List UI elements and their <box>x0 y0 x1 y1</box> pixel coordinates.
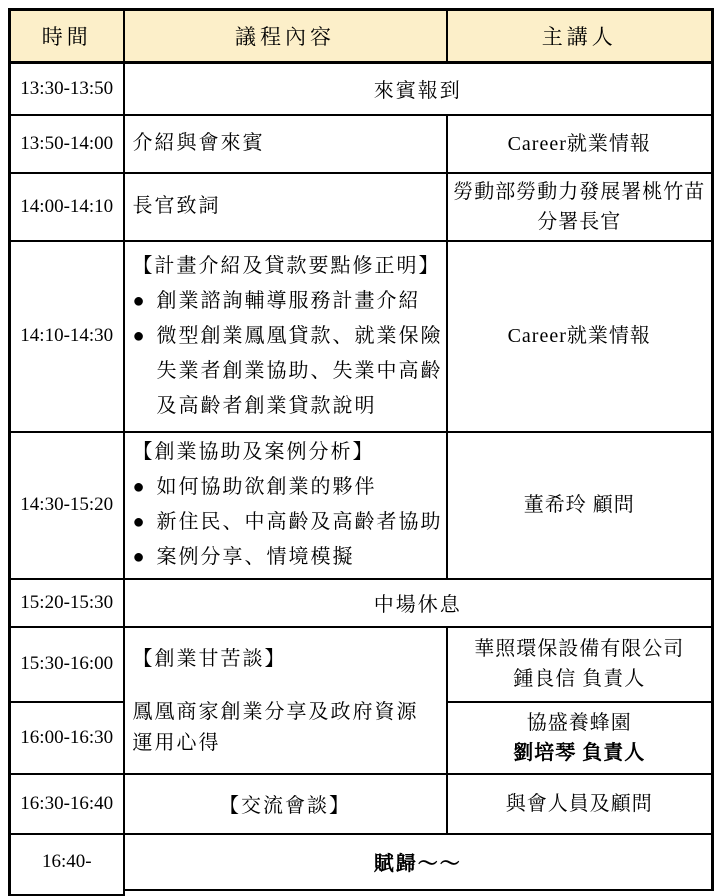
speaker-cell <box>447 774 713 834</box>
speaker-line: 分署長官 <box>537 210 622 233</box>
content-line: 【計畫介紹及貸款要點修正明】 <box>132 254 441 277</box>
speaker-line: 勞動部勞動力發展署桃竹苗 <box>453 180 706 203</box>
table-row <box>10 774 713 834</box>
time-cell: 16:30-16:40 <box>10 774 124 834</box>
merged-content-cell: 賦歸～～ <box>124 834 713 890</box>
table-row <box>10 834 713 890</box>
content-line: 【創業協助及案例分析】 <box>132 441 375 463</box>
header-content: 議程內容 <box>124 10 447 63</box>
agenda-content-cell <box>124 432 447 579</box>
content-text: 新住民、中高齡及高齡者協助 <box>156 511 443 533</box>
content-text: 案例分享、情境模擬 <box>156 546 355 568</box>
speaker-cell <box>447 173 713 241</box>
speaker-line: 鍾良信 負責人 <box>513 668 646 690</box>
header-time: 時間 <box>10 10 124 63</box>
time-cell: 16:00-16:30 <box>10 702 124 774</box>
table-row <box>10 173 713 241</box>
speaker-line: 協盛養蜂園 <box>526 711 632 734</box>
cutoff-open-area <box>124 890 713 895</box>
table-row <box>10 432 713 579</box>
content-line <box>133 319 442 354</box>
table-row <box>10 115 713 173</box>
table-row <box>10 63 713 115</box>
agenda-document <box>0 8 718 896</box>
time-cell: 13:50-14:00 <box>10 115 124 173</box>
speaker-line: 劉培琴 負責人 <box>513 741 646 764</box>
line-gap <box>133 677 442 697</box>
speaker-line: Career就業情報 <box>507 132 651 155</box>
time-cell: 15:20-15:30 <box>10 579 124 627</box>
time-cell: 14:10-14:30 <box>10 241 124 432</box>
agenda-content-cell-merged <box>124 627 447 774</box>
content-line: 長官致詞 <box>132 195 221 217</box>
speaker-line: Career就業情報 <box>507 325 651 347</box>
content-line: 介紹與會來賓 <box>132 132 265 154</box>
speaker-cell <box>447 432 713 579</box>
bullet-icon: ● <box>132 324 145 347</box>
content-line <box>133 284 442 319</box>
speaker-line: 與會人員及顧問 <box>505 792 653 815</box>
speaker-line: 華照環保設備有限公司 <box>474 638 685 660</box>
agenda-content-cell <box>124 173 447 241</box>
speaker-cell <box>447 702 713 774</box>
merged-content-cell: 中場休息 <box>124 579 713 627</box>
content-text: 如何協助欲創業的夥伴 <box>156 476 377 498</box>
content-line: 鳳凰商家創業分享及政府資源 <box>132 700 419 723</box>
bullet-icon: ● <box>132 289 145 312</box>
cutoff-row <box>10 890 713 895</box>
speaker-cell <box>447 241 713 432</box>
content-line: 運用心得 <box>132 731 221 754</box>
agenda-content-cell <box>124 241 447 432</box>
content-line <box>133 540 442 575</box>
content-line <box>133 505 442 540</box>
content-text: 微型創業鳳凰貸款、就業保險 <box>156 324 443 347</box>
agenda-content-cell: 【交流會談】 <box>124 774 447 834</box>
bullet-icon: ● <box>132 511 145 533</box>
time-cell: 16:40- <box>10 834 124 890</box>
schedule-table <box>8 8 714 896</box>
time-cell: 14:00-14:10 <box>10 173 124 241</box>
time-cell: 15:30-16:00 <box>10 627 124 702</box>
speaker-cell <box>447 115 713 173</box>
table-header-row <box>10 10 713 63</box>
speaker-cell <box>447 627 713 702</box>
table-row <box>10 241 713 432</box>
agenda-content-cell <box>124 115 447 173</box>
table-row <box>10 627 713 702</box>
content-line: 及高齡者創業貸款說明 <box>156 394 377 417</box>
content-text: 創業諮詢輔導服務計畫介紹 <box>156 289 421 312</box>
content-line: 失業者創業協助、失業中高齡 <box>156 359 443 382</box>
table-row <box>10 579 713 627</box>
cutoff-cell <box>10 890 124 895</box>
speaker-line: 董希玲 顧問 <box>523 494 635 516</box>
merged-content-cell: 來賓報到 <box>124 63 713 115</box>
bullet-icon: ● <box>132 546 145 568</box>
time-cell: 13:30-13:50 <box>10 63 124 115</box>
bullet-icon: ● <box>132 476 145 498</box>
content-line: 【創業甘苦談】 <box>132 647 287 670</box>
content-line <box>133 470 442 505</box>
time-cell: 14:30-15:20 <box>10 432 124 579</box>
header-speaker: 主講人 <box>447 10 713 63</box>
